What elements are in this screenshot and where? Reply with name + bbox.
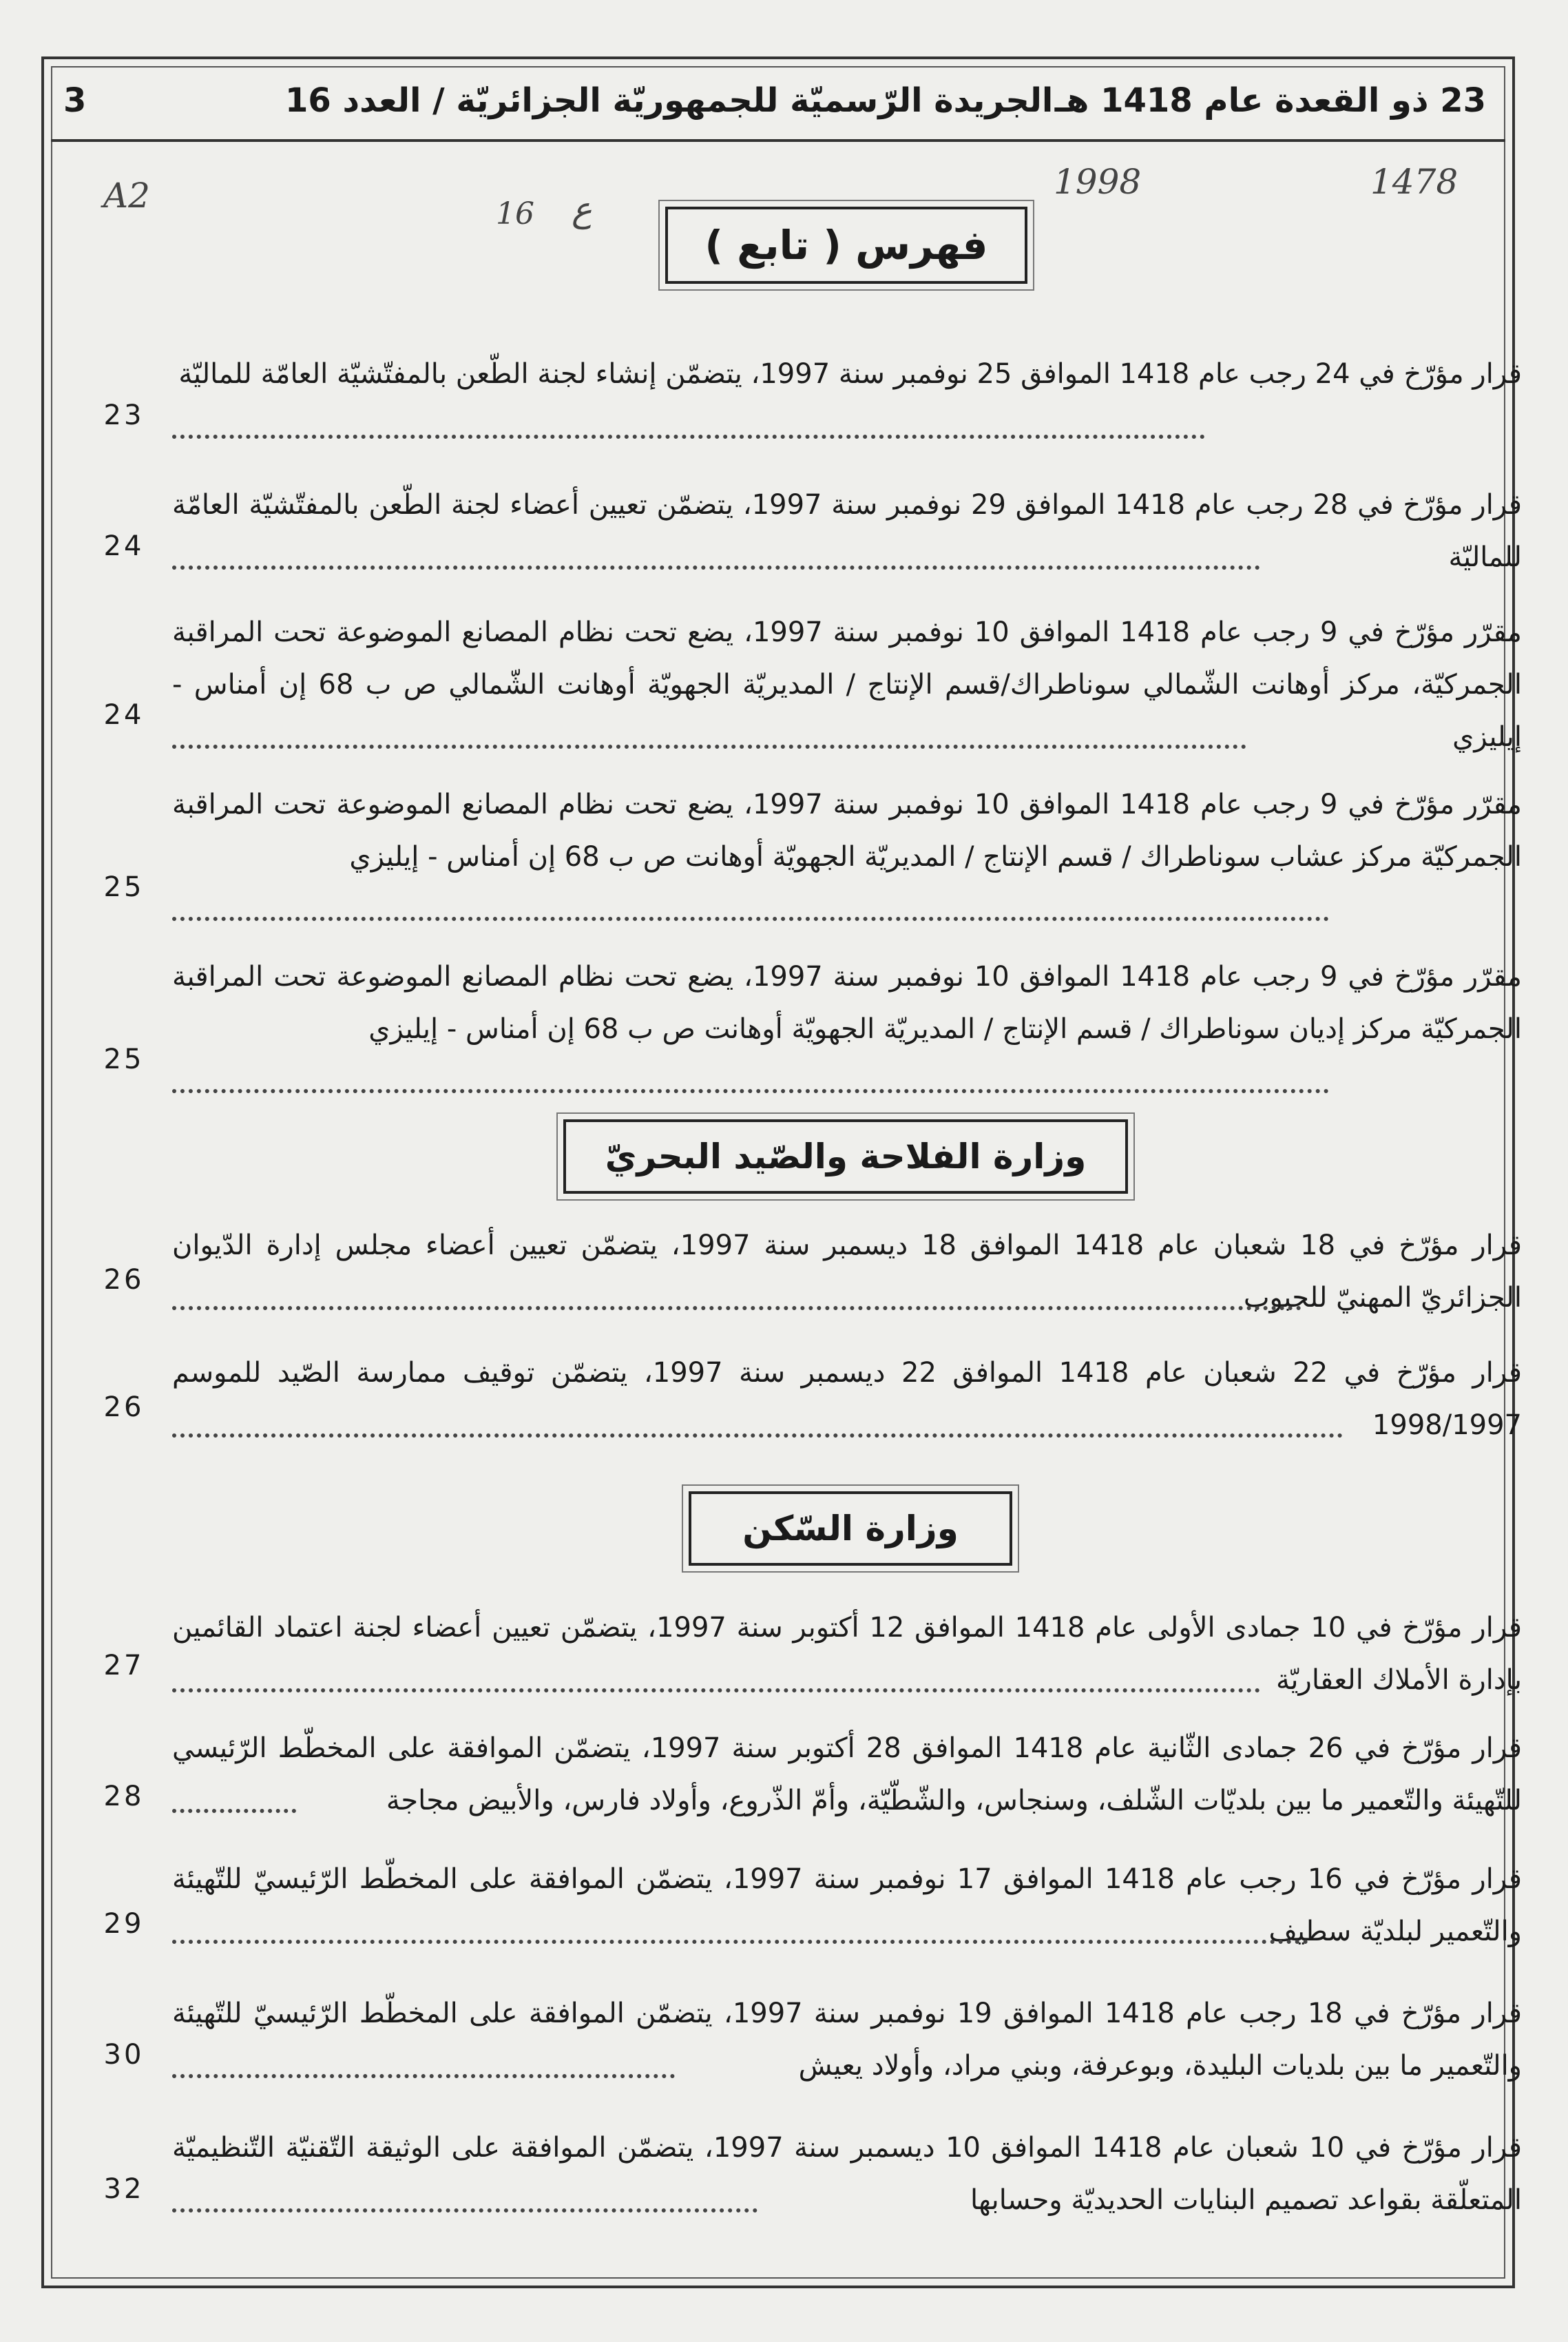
header-date: 23 ذو القعدة عام 1418 هـ bbox=[1054, 81, 1486, 120]
entry-text: قرار مؤرّخ في 16 رجب عام 1418 الموافق 17 نوفمبر سنة 1997، يتضمّن الموافقة على المخطّط الرّئيسيّ للتّهيئة والتّعمير لبلديّة سطيف bbox=[172, 1863, 1522, 1947]
entry-text: قرار مؤرّخ في 18 رجب عام 1418 الموافق 19 نوفمبر سنة 1997، يتضمّن الموافقة على المخطّط الرّئيسيّ للتّهيئة والتّعمير ما بين بلديات البليدة، وبوعرفة، وبني مراد، وأولاد يعيش bbox=[172, 1998, 1522, 2082]
index-entry bbox=[172, 778, 1522, 933]
index-entry bbox=[172, 2122, 1522, 2225]
handwritten-note-a2: A2 bbox=[103, 176, 150, 216]
leader-dots bbox=[172, 2206, 757, 2213]
index-entry bbox=[172, 1853, 1522, 1956]
entry-text: قرار مؤرّخ في 22 شعبان عام 1418 الموافق 22 ديسمبر سنة 1997، يتضمّن توقيف ممارسة الصّيد للموسم 1998/1997 bbox=[172, 1357, 1522, 1441]
header-page-number: 3 bbox=[63, 81, 87, 120]
header-journal-title: الجريدة الرّسميّة للجمهوريّة الجزائريّة / العدد 16 bbox=[285, 81, 1054, 120]
index-entry bbox=[172, 1722, 1522, 1825]
entry-text: قرار مؤرّخ في 28 رجب عام 1418 الموافق 29 نوفمبر سنة 1997، يتضمّن تعيين أعضاء لجنة الطّعن بالمفتّشيّة العامّة للماليّة bbox=[172, 489, 1522, 573]
leader-dots bbox=[172, 742, 1246, 749]
entry-page-number: 32 bbox=[103, 2173, 145, 2205]
entry-text: قرار مؤرّخ في 24 رجب عام 1418 الموافق 25 نوفمبر سنة 1997، يتضمّن إنشاء لجنة الطّعن بالمفتّشيّة العامّة للماليّة bbox=[178, 358, 1522, 390]
entry-page-number: 26 bbox=[103, 1391, 145, 1423]
leader-dots bbox=[172, 1937, 1308, 1944]
page-header bbox=[51, 66, 1505, 142]
entry-text: مقرّر مؤرّخ في 9 رجب عام 1418 الموافق 10 نوفمبر سنة 1997، يضع تحت نظام المصانع الموضوعة تحت المراقبة الجمركيّة مركز إديان سوناطراك / قسم الإنتاج / المديريّة الجهويّة أوهانت ص ب 68 إن أمناس - إيليزي bbox=[172, 961, 1522, 1045]
index-entry bbox=[172, 951, 1522, 1106]
leader-dots bbox=[172, 1431, 1343, 1438]
leader-dots bbox=[172, 1086, 1329, 1093]
entry-page-number: 25 bbox=[103, 1044, 145, 1075]
entry-text: قرار مؤرّخ في 10 شعبان عام 1418 الموافق 10 ديسمبر سنة 1997، يتضمّن الموافقة على الوثيقة التّقنيّة التّنظيميّة المتعلّقة بقواعد تصميم البنايات الحديديّة وحسابها bbox=[172, 2132, 1523, 2216]
leader-dots bbox=[172, 1303, 1302, 1310]
entry-page-number: 26 bbox=[103, 1264, 145, 1296]
entry-text: مقرّر مؤرّخ في 9 رجب عام 1418 الموافق 10 نوفمبر سنة 1997، يضع تحت نظام المصانع الموضوعة تحت المراقبة الجمركيّة، مركز أوهانت الشّمالي سوناطراك/قسم الإنتاج / المديريّة الجهويّة أوهانت الشّمالي ص ب 68 إن أمناس - إيليزي bbox=[172, 616, 1522, 753]
entry-page-number: 24 bbox=[103, 530, 145, 562]
entry-page-number: 24 bbox=[103, 699, 145, 731]
index-entry bbox=[172, 606, 1522, 761]
leader-dots bbox=[172, 1806, 296, 1813]
entry-text: مقرّر مؤرّخ في 9 رجب عام 1418 الموافق 10 نوفمبر سنة 1997، يضع تحت نظام المصانع الموضوعة تحت المراقبة الجمركيّة مركز عشاب سوناطراك / قسم الإنتاج / المديريّة الجهويّة أوهانت ص ب 68 إن أمناس - إيليزي bbox=[172, 789, 1522, 873]
index-entry bbox=[172, 1219, 1522, 1323]
entry-text: قرار مؤرّخ في 10 جمادى الأولى عام 1418 الموافق 12 أكتوبر سنة 1997، يتضمّن تعيين أعضاء لجنة اعتماد القائمين بإدارة الأملاك العقاريّة bbox=[172, 1612, 1523, 1696]
index-entry bbox=[172, 479, 1522, 582]
entry-page-number: 29 bbox=[103, 1908, 145, 1940]
entry-page-number: 28 bbox=[103, 1781, 145, 1812]
handwritten-note-1478: 1478 bbox=[1370, 162, 1459, 202]
entry-text: قرار مؤرّخ في 26 جمادى الثّانية عام 1418 الموافق 28 أكتوبر سنة 1997، يتضمّن الموافقة على المخطّط الرّئيسي للتّهيئة والتّعمير ما بين بلديّات الشّلف، وسنجاس، والشّطّيّة، وأمّ الذّروع، وأولاد فارس، والأبيض مجاجة bbox=[172, 1732, 1523, 1816]
leader-dots bbox=[172, 563, 1260, 570]
entry-text: قرار مؤرّخ في 18 شعبان عام 1418 الموافق 18 ديسمبر سنة 1997، يتضمّن تعيين أعضاء مجلس إدارة الدّيوان الجزائريّ المهنيّ للحبوب bbox=[172, 1230, 1522, 1314]
index-entry bbox=[172, 348, 1522, 451]
section-title-housing: وزارة السّكن bbox=[689, 1491, 1012, 1566]
handwritten-note-16: 16 bbox=[496, 196, 534, 231]
handwritten-note-1998: 1998 bbox=[1054, 162, 1142, 202]
section-title-agriculture: وزارة الفلاحة والصّيد البحريّ bbox=[563, 1119, 1128, 1194]
leader-dots bbox=[172, 432, 1205, 439]
entry-page-number: 23 bbox=[103, 400, 145, 431]
entry-page-number: 30 bbox=[103, 2039, 145, 2071]
leader-dots bbox=[172, 2071, 675, 2078]
index-entry bbox=[172, 1987, 1522, 2091]
index-entry bbox=[172, 1602, 1522, 1705]
leader-dots bbox=[172, 1686, 1260, 1692]
entry-page-number: 25 bbox=[103, 871, 145, 903]
index-title: فهرس ( تابع ) bbox=[665, 207, 1027, 284]
leader-dots bbox=[172, 914, 1329, 921]
handwritten-note-ain: ع bbox=[572, 189, 592, 229]
index-entry bbox=[172, 1347, 1522, 1450]
entry-page-number: 27 bbox=[103, 1650, 145, 1681]
